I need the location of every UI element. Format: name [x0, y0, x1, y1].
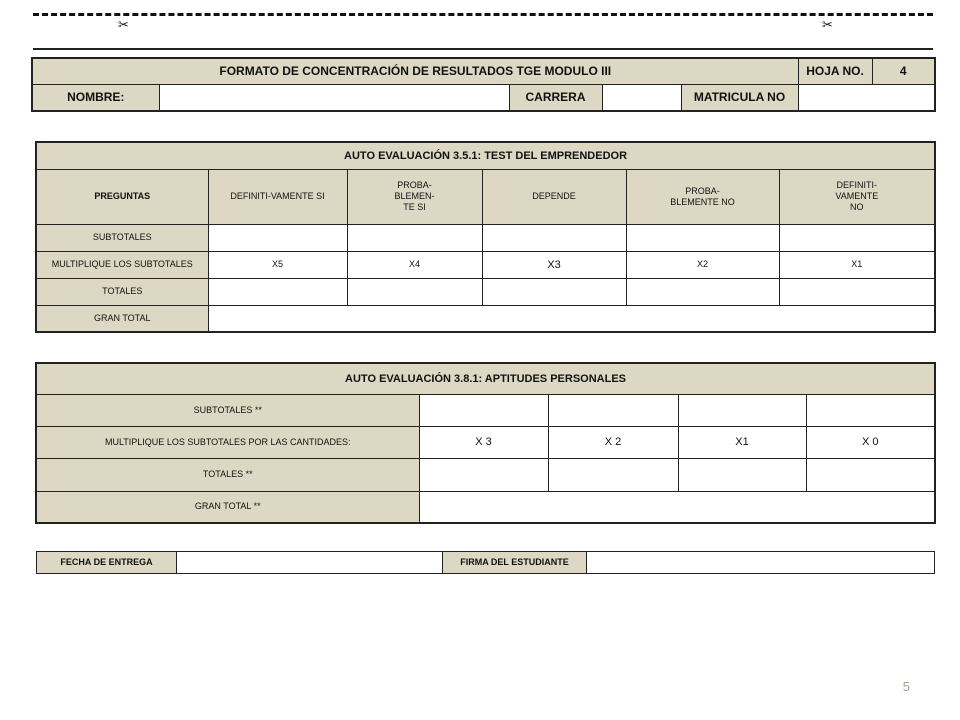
total-cell[interactable] — [482, 278, 626, 305]
signature-field[interactable] — [587, 552, 935, 574]
personal-aptitudes-table — [35, 362, 936, 524]
column-header: DEFINITI- VAMENTE NO — [779, 169, 935, 224]
subtotal-cell[interactable] — [208, 224, 347, 251]
sheet-label: HOJA NO. — [798, 58, 872, 84]
signature-label: FIRMA DEL ESTUDIANTE — [443, 552, 587, 574]
subtotal-cell[interactable] — [419, 394, 548, 426]
total-cell[interactable] — [678, 458, 806, 491]
subtotal-cell[interactable] — [548, 394, 678, 426]
entrepreneur-test-table — [35, 141, 936, 333]
total-cell[interactable] — [347, 278, 482, 305]
form-title: FORMATO DE CONCENTRACIÓN DE RESULTADOS TGE MODULO III — [32, 58, 798, 84]
total-cell[interactable] — [626, 278, 779, 305]
section1-title: AUTO EVALUACIÓN 3.5.1: TEST DEL EMPRENDEDOR — [36, 142, 935, 169]
multiplier-cell: X1 — [678, 426, 806, 458]
column-header: DEPENDE — [482, 169, 626, 224]
total-cell[interactable] — [779, 278, 935, 305]
cut-line — [33, 13, 933, 16]
multiplier-cell: X2 — [626, 251, 779, 278]
name-label: NOMBRE: — [32, 84, 159, 111]
grand-total-cell[interactable] — [419, 491, 935, 523]
column-header: PROBA- BLEMENTE NO — [626, 169, 779, 224]
subtotal-cell[interactable] — [482, 224, 626, 251]
row-label-grand-total: GRAN TOTAL ** — [36, 491, 419, 523]
multiplier-cell: X5 — [208, 251, 347, 278]
subtotal-cell[interactable] — [806, 394, 935, 426]
row-label-grand-total: GRAN TOTAL — [36, 305, 208, 332]
column-header: DEFINITI-VAMENTE SI — [208, 169, 347, 224]
row-label-subtotals: SUBTOTALES — [36, 224, 208, 251]
subtotal-cell[interactable] — [347, 224, 482, 251]
multiplier-cell: X 3 — [419, 426, 548, 458]
column-header: PROBA- BLEMEN- TE SI — [347, 169, 482, 224]
subtotal-cell[interactable] — [626, 224, 779, 251]
row-label-totals: TOTALES ** — [36, 458, 419, 491]
career-label: CARRERA — [509, 84, 602, 111]
delivery-date-field[interactable] — [177, 552, 443, 574]
multiplier-cell: X3 — [482, 251, 626, 278]
row-label-multiply: MULTIPLIQUE LOS SUBTOTALES POR LAS CANTIDADES: — [36, 426, 419, 458]
questions-header: PREGUNTAS — [36, 169, 208, 224]
career-field[interactable] — [602, 84, 681, 111]
row-label-subtotals: SUBTOTALES ** — [36, 394, 419, 426]
divider-line — [33, 48, 933, 50]
total-cell[interactable] — [548, 458, 678, 491]
footer-table — [36, 551, 935, 574]
scissors-icon: ✂ — [118, 17, 129, 32]
multiplier-cell: X4 — [347, 251, 482, 278]
subtotal-cell[interactable] — [678, 394, 806, 426]
multiplier-cell: X1 — [779, 251, 935, 278]
total-cell[interactable] — [208, 278, 347, 305]
multiplier-cell: X 0 — [806, 426, 935, 458]
header-table — [31, 57, 936, 112]
multiplier-cell: X 2 — [548, 426, 678, 458]
scissors-icon: ✂ — [822, 17, 833, 32]
page-number: 5 — [902, 679, 910, 694]
total-cell[interactable] — [806, 458, 935, 491]
name-field[interactable] — [159, 84, 509, 111]
grand-total-cell[interactable] — [208, 305, 935, 332]
id-field[interactable] — [798, 84, 935, 111]
subtotal-cell[interactable] — [779, 224, 935, 251]
delivery-date-label: FECHA DE ENTREGA — [37, 552, 177, 574]
sheet-number: 4 — [872, 58, 935, 84]
row-label-multiply: MULTIPLIQUE LOS SUBTOTALES — [36, 251, 208, 278]
row-label-totals: TOTALES — [36, 278, 208, 305]
id-label: MATRICULA NO — [681, 84, 798, 111]
section2-title: AUTO EVALUACIÓN 3.8.1: APTITUDES PERSONALES — [36, 363, 935, 394]
total-cell[interactable] — [419, 458, 548, 491]
